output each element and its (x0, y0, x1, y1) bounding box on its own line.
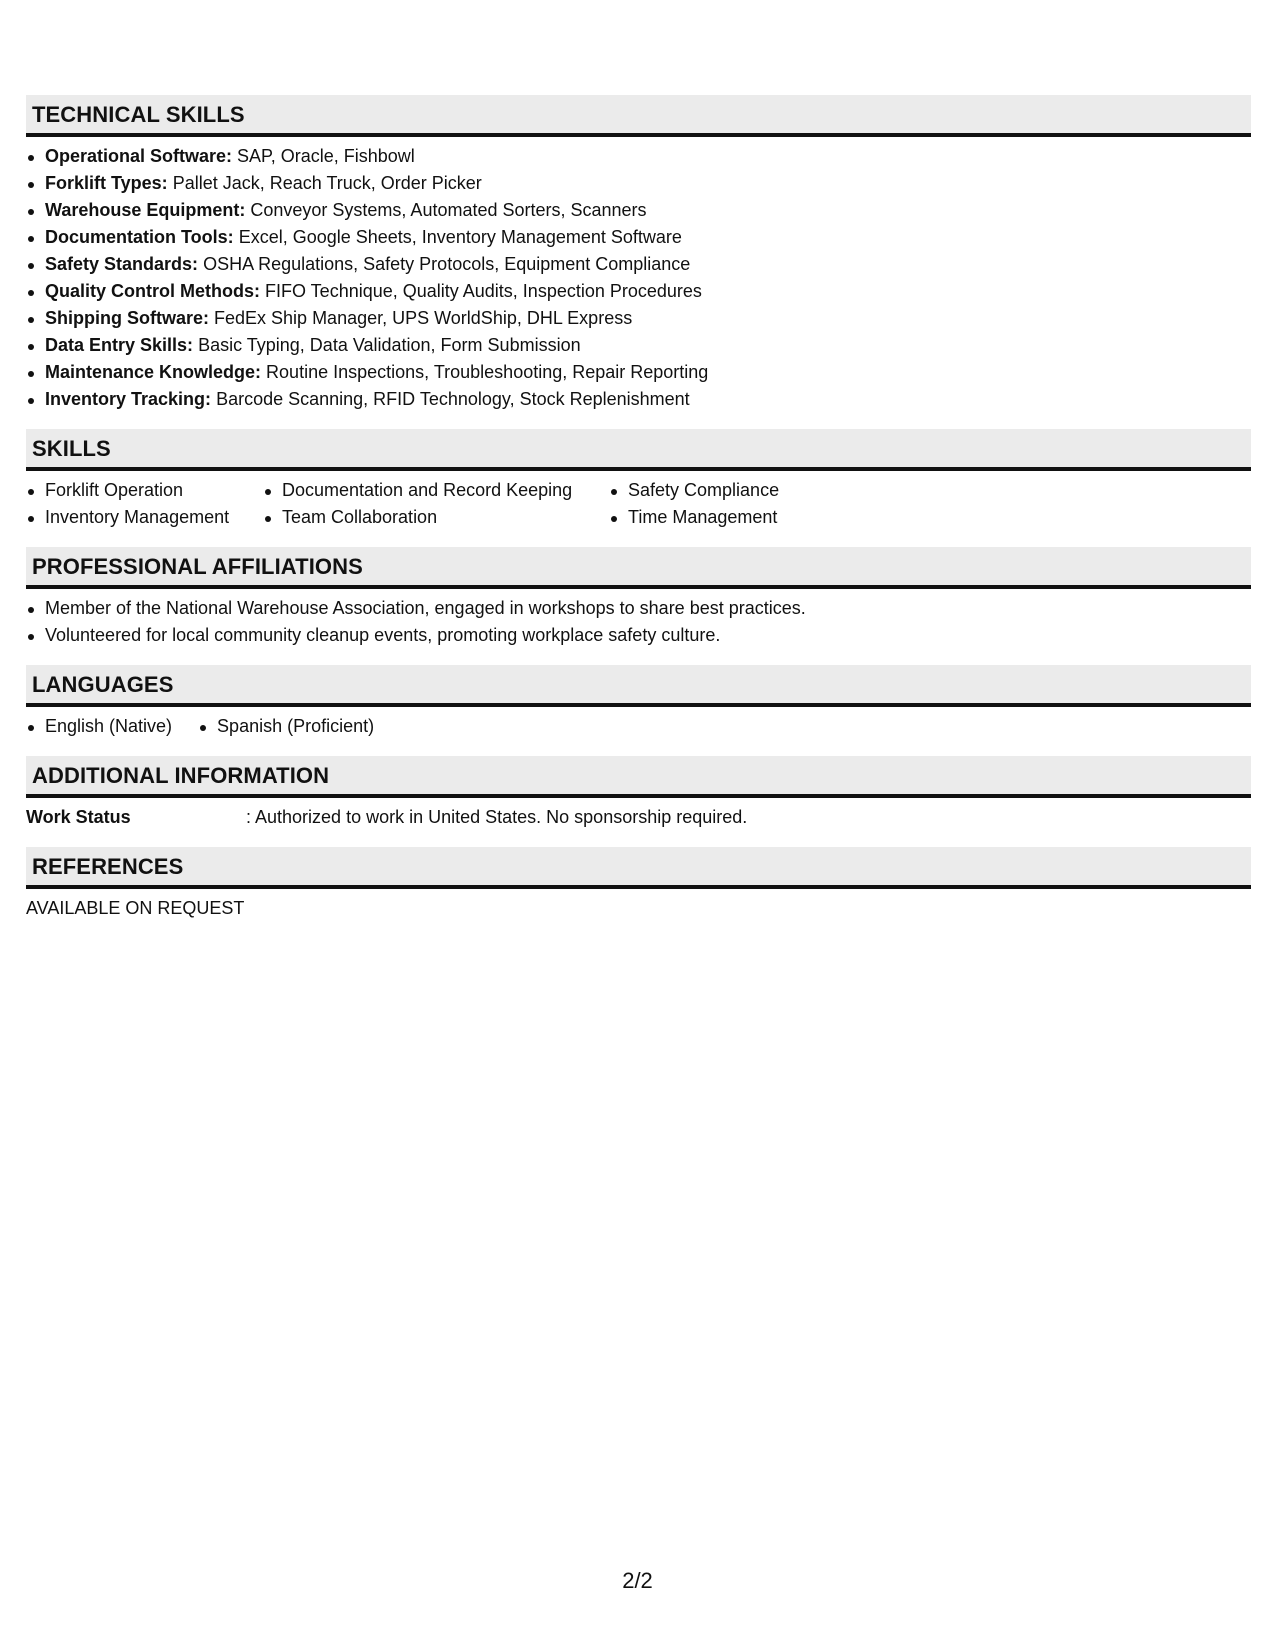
technical-skills-list (26, 143, 1251, 413)
skills-column (609, 477, 869, 531)
skill-label: Operational Software: (45, 146, 233, 166)
resume-page (26, 95, 1251, 938)
list-item: Member of the National Warehouse Association, engaged in workshops to share best practices. (26, 595, 1251, 622)
skills-section (26, 429, 1251, 531)
languages-heading: LANGUAGES (26, 665, 1251, 707)
work-status-label: Work Status (26, 807, 131, 827)
skills-column (26, 477, 263, 531)
work-status-row (26, 804, 1251, 831)
skill-label: Quality Control Methods: (45, 281, 260, 301)
list-item: Spanish (Proficient) (198, 713, 374, 740)
list-item: Safety Compliance (609, 477, 869, 504)
affiliations-list (26, 595, 1251, 649)
list-item: Time Management (609, 504, 869, 531)
skill-value: Conveyor Systems, Automated Sorters, Scanners (250, 200, 647, 220)
page-number: 2/2 (622, 1568, 653, 1593)
list-item (26, 197, 1251, 224)
list-item (26, 305, 1251, 332)
additional-info-heading: ADDITIONAL INFORMATION (26, 756, 1251, 798)
skill-value: OSHA Regulations, Safety Protocols, Equipment Compliance (203, 254, 691, 274)
affiliations-heading: PROFESSIONAL AFFILIATIONS (26, 547, 1251, 589)
work-status-value: : Authorized to work in United States. No sponsorship required. (246, 807, 748, 827)
list-item (26, 170, 1251, 197)
list-item: Inventory Management (26, 504, 263, 531)
skill-label: Documentation Tools: (45, 227, 234, 247)
list-item (26, 278, 1251, 305)
skills-grid (26, 471, 1251, 531)
skill-label: Forklift Types: (45, 173, 168, 193)
list-item: English (Native) (26, 713, 172, 740)
technical-skills-heading: TECHNICAL SKILLS (26, 95, 1251, 137)
skill-value: Routine Inspections, Troubleshooting, Repair Reporting (266, 362, 709, 382)
languages-list (26, 713, 1251, 740)
skills-column (263, 477, 609, 531)
skill-label: Warehouse Equipment: (45, 200, 246, 220)
list-item (26, 251, 1251, 278)
skill-label: Maintenance Knowledge: (45, 362, 262, 382)
skill-label: Data Entry Skills: (45, 335, 194, 355)
list-item: Team Collaboration (263, 504, 609, 531)
list-item: Forklift Operation (26, 477, 263, 504)
skill-value: FedEx Ship Manager, UPS WorldShip, DHL Express (214, 308, 633, 328)
skill-value: Basic Typing, Data Validation, Form Submission (198, 335, 581, 355)
affiliations-section (26, 547, 1251, 649)
references-heading: REFERENCES (26, 847, 1251, 889)
list-item (26, 332, 1251, 359)
skill-value: SAP, Oracle, Fishbowl (237, 146, 415, 166)
list-item (26, 224, 1251, 251)
list-item: Documentation and Record Keeping (263, 477, 609, 504)
languages-section (26, 665, 1251, 740)
skills-heading: SKILLS (26, 429, 1251, 471)
additional-info-section (26, 756, 1251, 831)
list-item: Volunteered for local community cleanup events, promoting workplace safety culture. (26, 622, 1251, 649)
list-item (26, 359, 1251, 386)
skill-value: Barcode Scanning, RFID Technology, Stock Replenishment (216, 389, 690, 409)
references-section (26, 847, 1251, 922)
skill-label: Inventory Tracking: (45, 389, 212, 409)
skill-value: Pallet Jack, Reach Truck, Order Picker (172, 173, 482, 193)
technical-skills-section (26, 95, 1251, 413)
skill-value: FIFO Technique, Quality Audits, Inspection Procedures (265, 281, 702, 301)
skill-label: Shipping Software: (45, 308, 209, 328)
list-item (26, 143, 1251, 170)
list-item (26, 386, 1251, 413)
references-text: AVAILABLE ON REQUEST (26, 898, 245, 918)
skill-value: Excel, Google Sheets, Inventory Management Software (238, 227, 682, 247)
skill-label: Safety Standards: (45, 254, 199, 274)
